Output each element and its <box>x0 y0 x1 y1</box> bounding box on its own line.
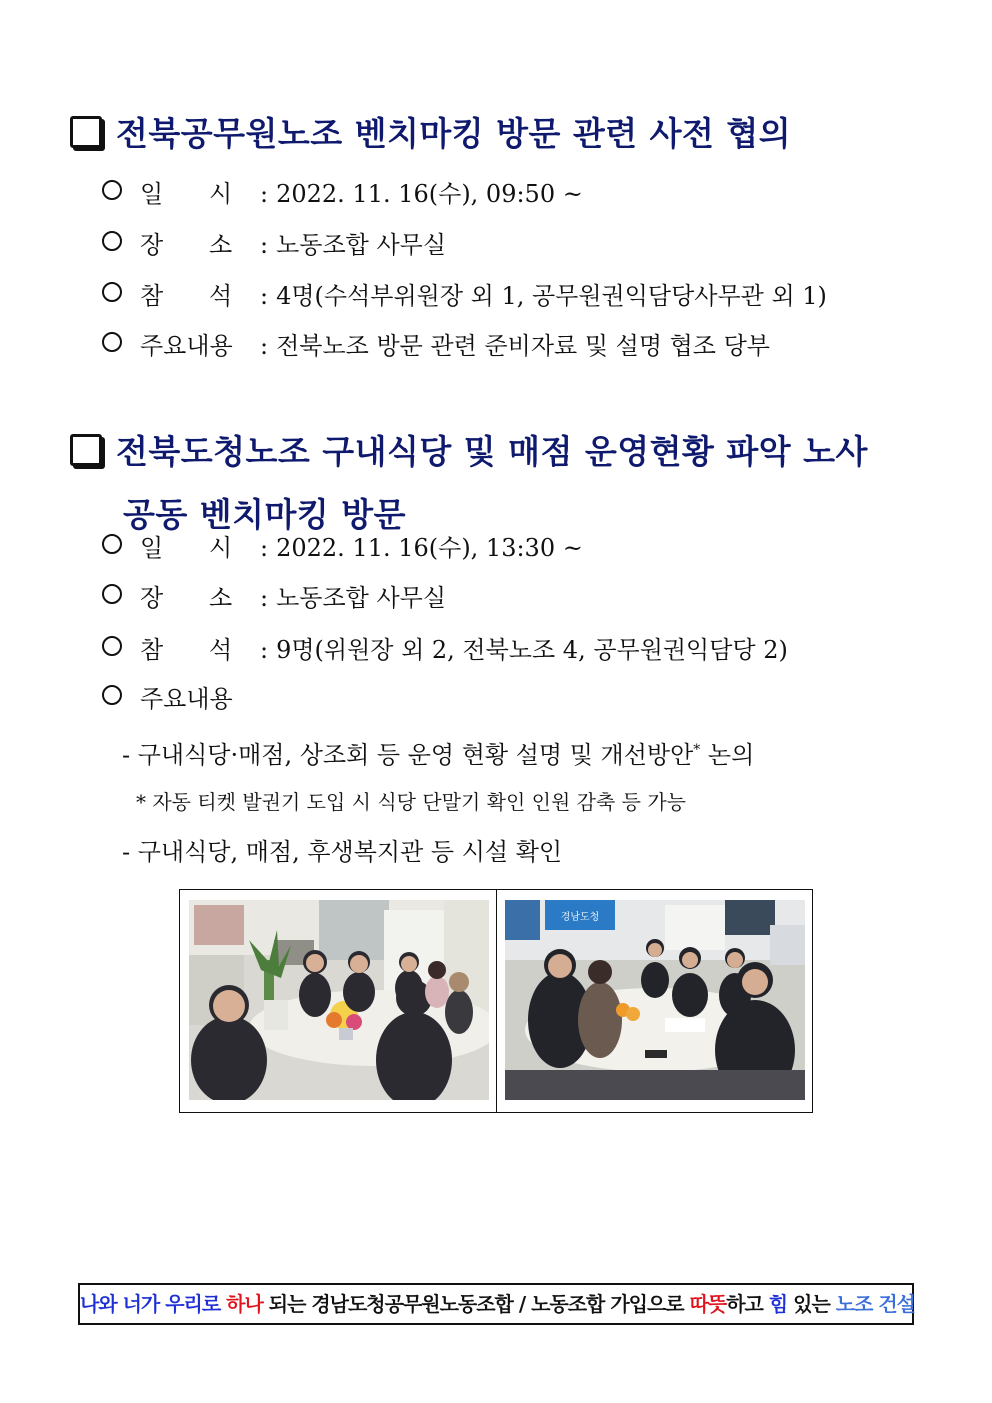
item-value: 노동조합 사무실 <box>276 231 447 259</box>
section1-title: 전북공무원노조 벤치마킹 방문 관련 사전 협의 <box>70 102 940 165</box>
s2-attendees-item: 참 석 : 9명(위원장 외 2, 전북노조 4, 공무원권익담당 2) <box>102 634 788 666</box>
slogan-part: 힘 <box>768 1292 788 1316</box>
circle-bullet-icon <box>102 685 122 705</box>
item-value: 4명(수석부위원장 외 1, 공무원권익담당사무관 외 1) <box>276 282 827 310</box>
circle-bullet-icon <box>102 584 122 604</box>
item-value: 노동조합 사무실 <box>276 584 447 612</box>
s1-content-item: 주요내용 : 전북노조 방문 관련 준비자료 및 설명 협조 당부 <box>102 330 770 362</box>
item-label: 장 소 <box>140 231 233 259</box>
meeting-photo-right-image <box>505 900 805 1100</box>
item-label: 주요내용 <box>140 685 233 713</box>
item-value: 2022. 11. 16(수), 13:30 ~ <box>276 534 583 562</box>
footnote: * 자동 티켓 발권기 도입 시 식당 단말기 확인 인원 감축 등 가능 <box>136 790 686 814</box>
slogan-part: 되는 경남도청공무원노동조합 / 노동조합 가입으로 <box>262 1292 690 1316</box>
item-label: 참 석 <box>140 282 233 310</box>
slogan-part: 노조 건설 <box>835 1292 915 1316</box>
circle-bullet-icon <box>102 332 122 352</box>
slogan-part: 따뜻 <box>689 1292 727 1316</box>
s2-date-item: 일 시 : 2022. 11. 16(수), 13:30 ~ <box>102 532 583 564</box>
photo-table <box>179 889 813 1113</box>
slogan-part: 있는 <box>787 1292 836 1316</box>
detail-line-1: - 구내식당·매점, 상조회 등 운영 현황 설명 및 개선방안* 논의 <box>122 741 755 769</box>
slogan-part: 나와 너가 우리로 <box>80 1292 227 1316</box>
s2-place-item: 장 소 : 노동조합 사무실 <box>102 582 446 614</box>
checkbox-square-icon <box>70 116 102 148</box>
meeting-photo-left <box>189 900 489 1100</box>
item-value: 2022. 11. 16(수), 09:50 ~ <box>276 180 583 208</box>
circle-bullet-icon <box>102 231 122 251</box>
circle-bullet-icon <box>102 180 122 200</box>
item-value: 9명(위원장 외 2, 전북노조 4, 공무원권익담당 2) <box>276 636 788 664</box>
s1-date-item: 일 시 : 2022. 11. 16(수), 09:50 ~ <box>102 178 583 210</box>
item-label: 일 시 <box>140 534 233 562</box>
section2-title: 전북도청노조 구내식당 및 매점 운영현황 파악 노사 공동 벤치마킹 방문 <box>70 420 940 546</box>
circle-bullet-icon <box>102 282 122 302</box>
item-label: 주요내용 <box>140 332 233 360</box>
s1-place-item: 장 소 : 노동조합 사무실 <box>102 229 446 261</box>
item-label: 장 소 <box>140 584 233 612</box>
photo-divider <box>496 890 497 1112</box>
footer-slogan <box>78 1283 914 1325</box>
meeting-photo-left-image <box>189 900 489 1100</box>
item-label: 일 시 <box>140 180 233 208</box>
circle-bullet-icon <box>102 636 122 656</box>
s1-attendees-item: 참 석 : 4명(수석부위원장 외 1, 공무원권익담당사무관 외 1) <box>102 280 827 312</box>
circle-bullet-icon <box>102 534 122 554</box>
checkbox-square-icon <box>70 434 102 466</box>
item-value: 전북노조 방문 관련 준비자료 및 설명 협조 당부 <box>276 332 770 360</box>
office-sign-text: 경남도청 <box>560 912 600 923</box>
detail-line-2: - 구내식당, 매점, 후생복지관 등 시설 확인 <box>122 838 563 866</box>
meeting-photo-right <box>505 900 805 1100</box>
s2-content-item <box>102 683 233 715</box>
item-label: 참 석 <box>140 636 233 664</box>
slogan-part: 하고 <box>726 1292 769 1316</box>
slogan-part: 하나 <box>226 1292 263 1316</box>
